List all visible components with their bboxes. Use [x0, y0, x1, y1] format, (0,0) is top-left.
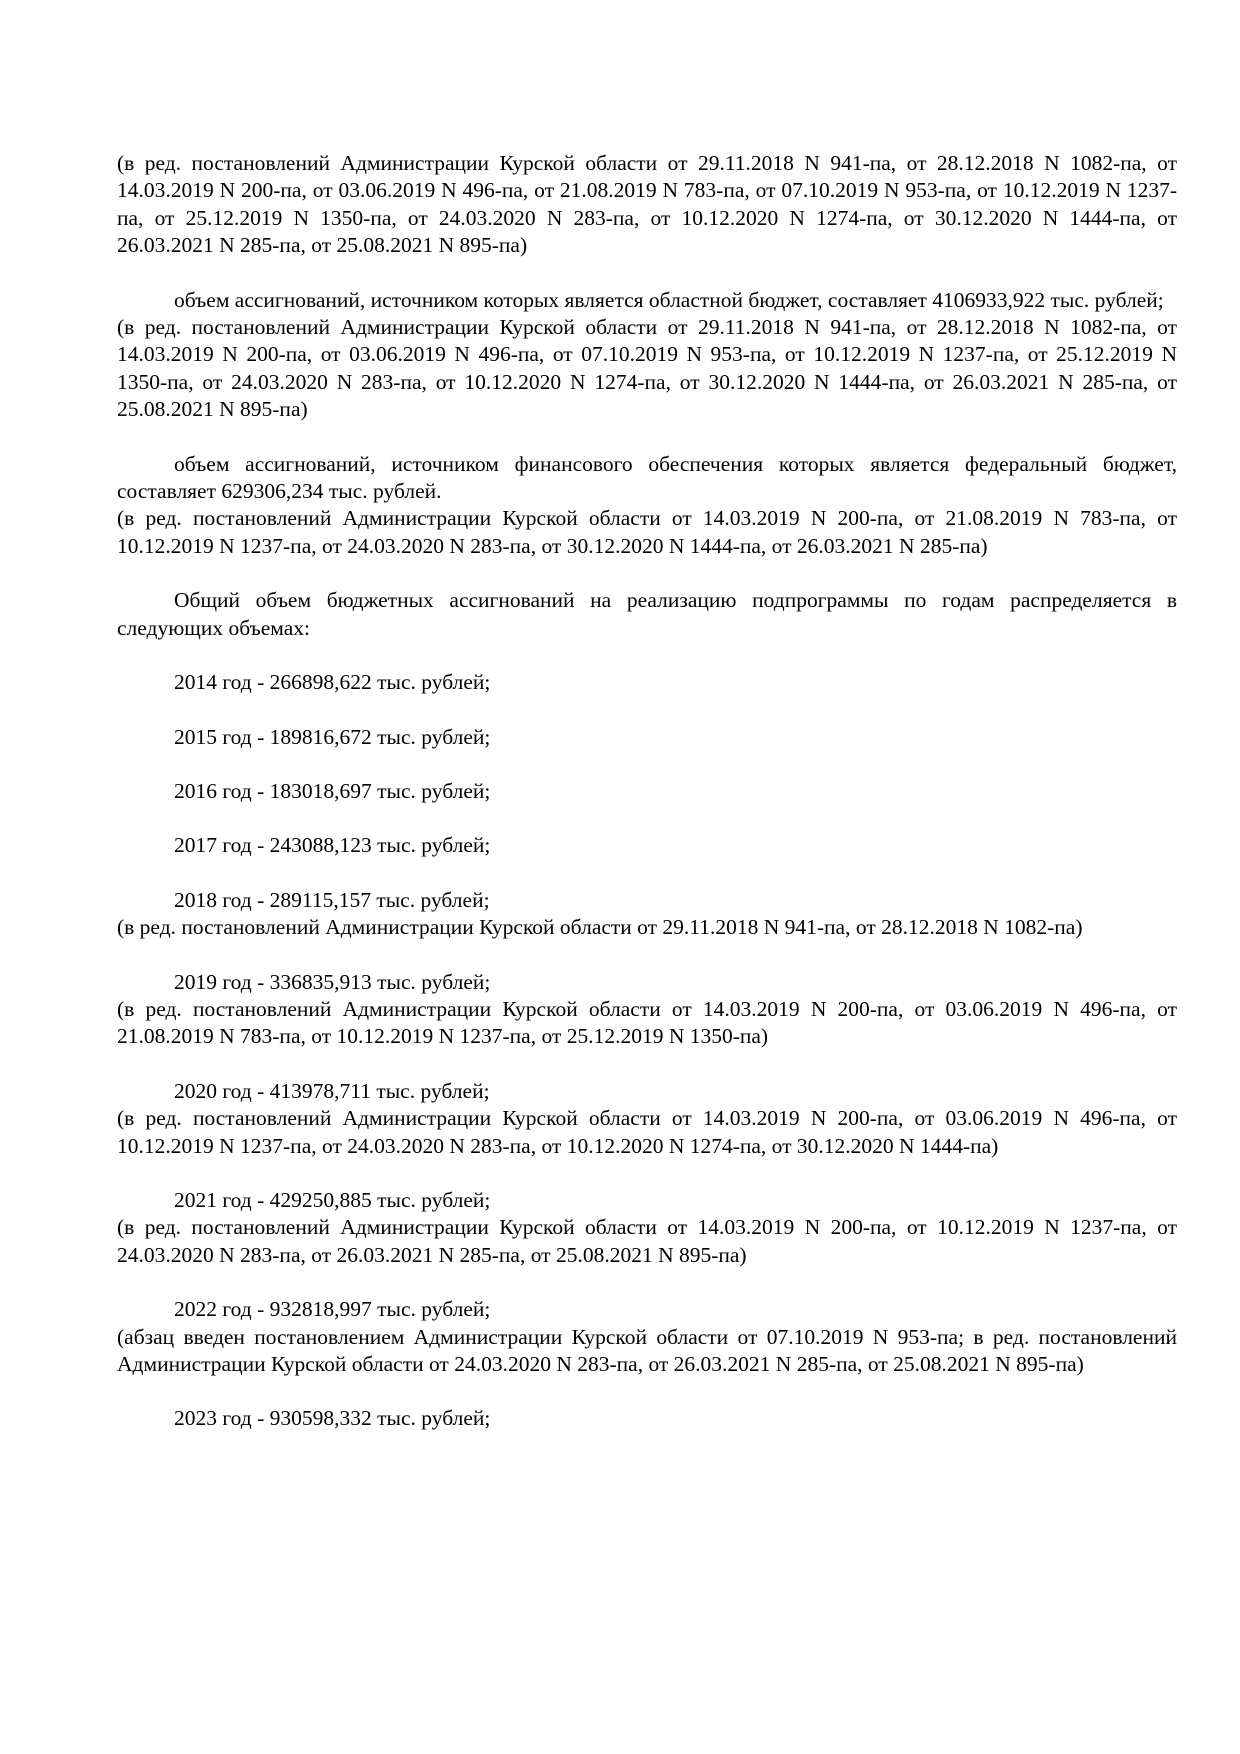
paragraph-spacer: [117, 1160, 1177, 1187]
paragraph: объем ассигнований, источником финансового обеспечения которых является федеральный бюджет, составляет 629306,234 тыс. рублей.: [117, 451, 1177, 504]
paragraph-spacer: [117, 560, 1177, 587]
paragraph-spacer: [117, 642, 1177, 669]
paragraph: 2023 год - 930598,332 тыс. рублей;: [174, 1406, 491, 1431]
amendment-note: (в ред. постановлений Администрации Курской области от 14.03.2019 N 200-па, от 21.08.2019 N 783-па, от 10.12.2019 N 1237-па, от 24.03.2020 N 283-па, от 30.12.2020 N 1444-па, от 26.03.2021 N 285-па): [117, 506, 1177, 558]
amendment-note: (в ред. постановлений Администрации Курской области от 29.11.2018 N 941-па, от 28.12.2018 N 1082-па, от 14.03.2019 N 200-па, от 03.06.2019 N 496-па, от 21.08.2019 N 783-па, от 07.10.2019 N 953-па, от 10.12.2019 N 1237-па, от 25.12.2019 N 1350-па, от 24.03.2020 N 283-па, от 10.12.2020 N 1274-па, от 30.12.2020 N 1444-па, от 26.03.2021 N 285-па, от 25.08.2021 N 895-па): [117, 151, 1177, 258]
paragraph: 2022 год - 932818,997 тыс. рублей;: [174, 1297, 491, 1322]
amendment-note: (в ред. постановлений Администрации Курской области от 14.03.2019 N 200-па, от 03.06.2019 N 496-па, от 21.08.2019 N 783-па, от 10.12.2019 N 1237-па, от 25.12.2019 N 1350-па): [117, 996, 1177, 1049]
paragraph: 2021 год - 429250,885 тыс. рублей;: [174, 1187, 491, 1212]
paragraph: 2014 год - 266898,622 тыс. рублей;: [174, 670, 491, 695]
paragraph: объем ассигнований, источником которых является областной бюджет, составляет 4106933,922 тыс. рублей;: [174, 287, 1164, 312]
amendment-note: (в ред. постановлений Администрации Курской области от 29.11.2018 N 941-па, от 28.12.2018 N 1082-па, от 14.03.2019 N 200-па, от 03.06.2019 N 496-па, от 07.10.2019 N 953-па, от 10.12.2019 N 1237-па, от 25.12.2019 N 1350-па, от 24.03.2020 N 283-па, от 10.12.2020 N 1274-па, от 30.12.2020 N 1444-па, от 26.03.2021 N 285-па, от 25.08.2021 N 895-па): [117, 315, 1177, 422]
amendment-note: (в ред. постановлений Администрации Курской области от 14.03.2019 N 200-па, от 03.06.2019 N 496-па, от 10.12.2019 N 1237-па, от 24.03.2020 N 283-па, от 10.12.2020 N 1274-па, от 30.12.2020 N 1444-па): [117, 1106, 1177, 1158]
paragraph-spacer: [117, 805, 1177, 832]
paragraph-spacer: [117, 1269, 1177, 1296]
amendment-note: (в ред. постановлений Администрации Курской области от 14.03.2019 N 200-па, от 10.12.2019 N 1237-па, от 24.03.2020 N 283-па, от 26.03.2021 N 285-па, от 25.08.2021 N 895-па): [117, 1215, 1177, 1267]
paragraph-spacer: [117, 751, 1177, 778]
paragraph: Общий объем бюджетных ассигнований на реализацию подпрограммы по годам распределяется в следующих объемах:: [117, 588, 1177, 640]
paragraph: 2018 год - 289115,157 тыс. рублей;: [174, 887, 490, 912]
amendment-note: (в ред. постановлений Администрации Курской области от 29.11.2018 N 941-па, от 28.12.2018 N 1082-па): [117, 915, 1083, 940]
paragraph: 2016 год - 183018,697 тыс. рублей;: [174, 778, 491, 803]
paragraph-spacer: [117, 260, 1177, 287]
paragraph-spacer: [117, 1378, 1177, 1405]
paragraph-spacer: [117, 1051, 1177, 1078]
amendment-note: (абзац введен постановлением Администрации Курской области от 07.10.2019 N 953-па; в ред. постановлений Администрации Курской области от 24.03.2020 N 283-па, от 26.03.2021 N 285-па, от 25.08.2021 N 895-па): [117, 1324, 1177, 1376]
paragraph: 2020 год - 413978,711 тыс. рублей;: [174, 1078, 490, 1103]
document-page: [117, 150, 1177, 1433]
paragraph: 2019 год - 336835,913 тыс. рублей;: [174, 969, 491, 994]
paragraph-spacer: [117, 424, 1177, 451]
paragraph-spacer: [117, 860, 1177, 887]
paragraph: 2017 год - 243088,123 тыс. рублей;: [174, 833, 491, 858]
paragraph-spacer: [117, 942, 1177, 969]
paragraph: 2015 год - 189816,672 тыс. рублей;: [174, 724, 491, 749]
paragraph-spacer: [117, 697, 1177, 724]
